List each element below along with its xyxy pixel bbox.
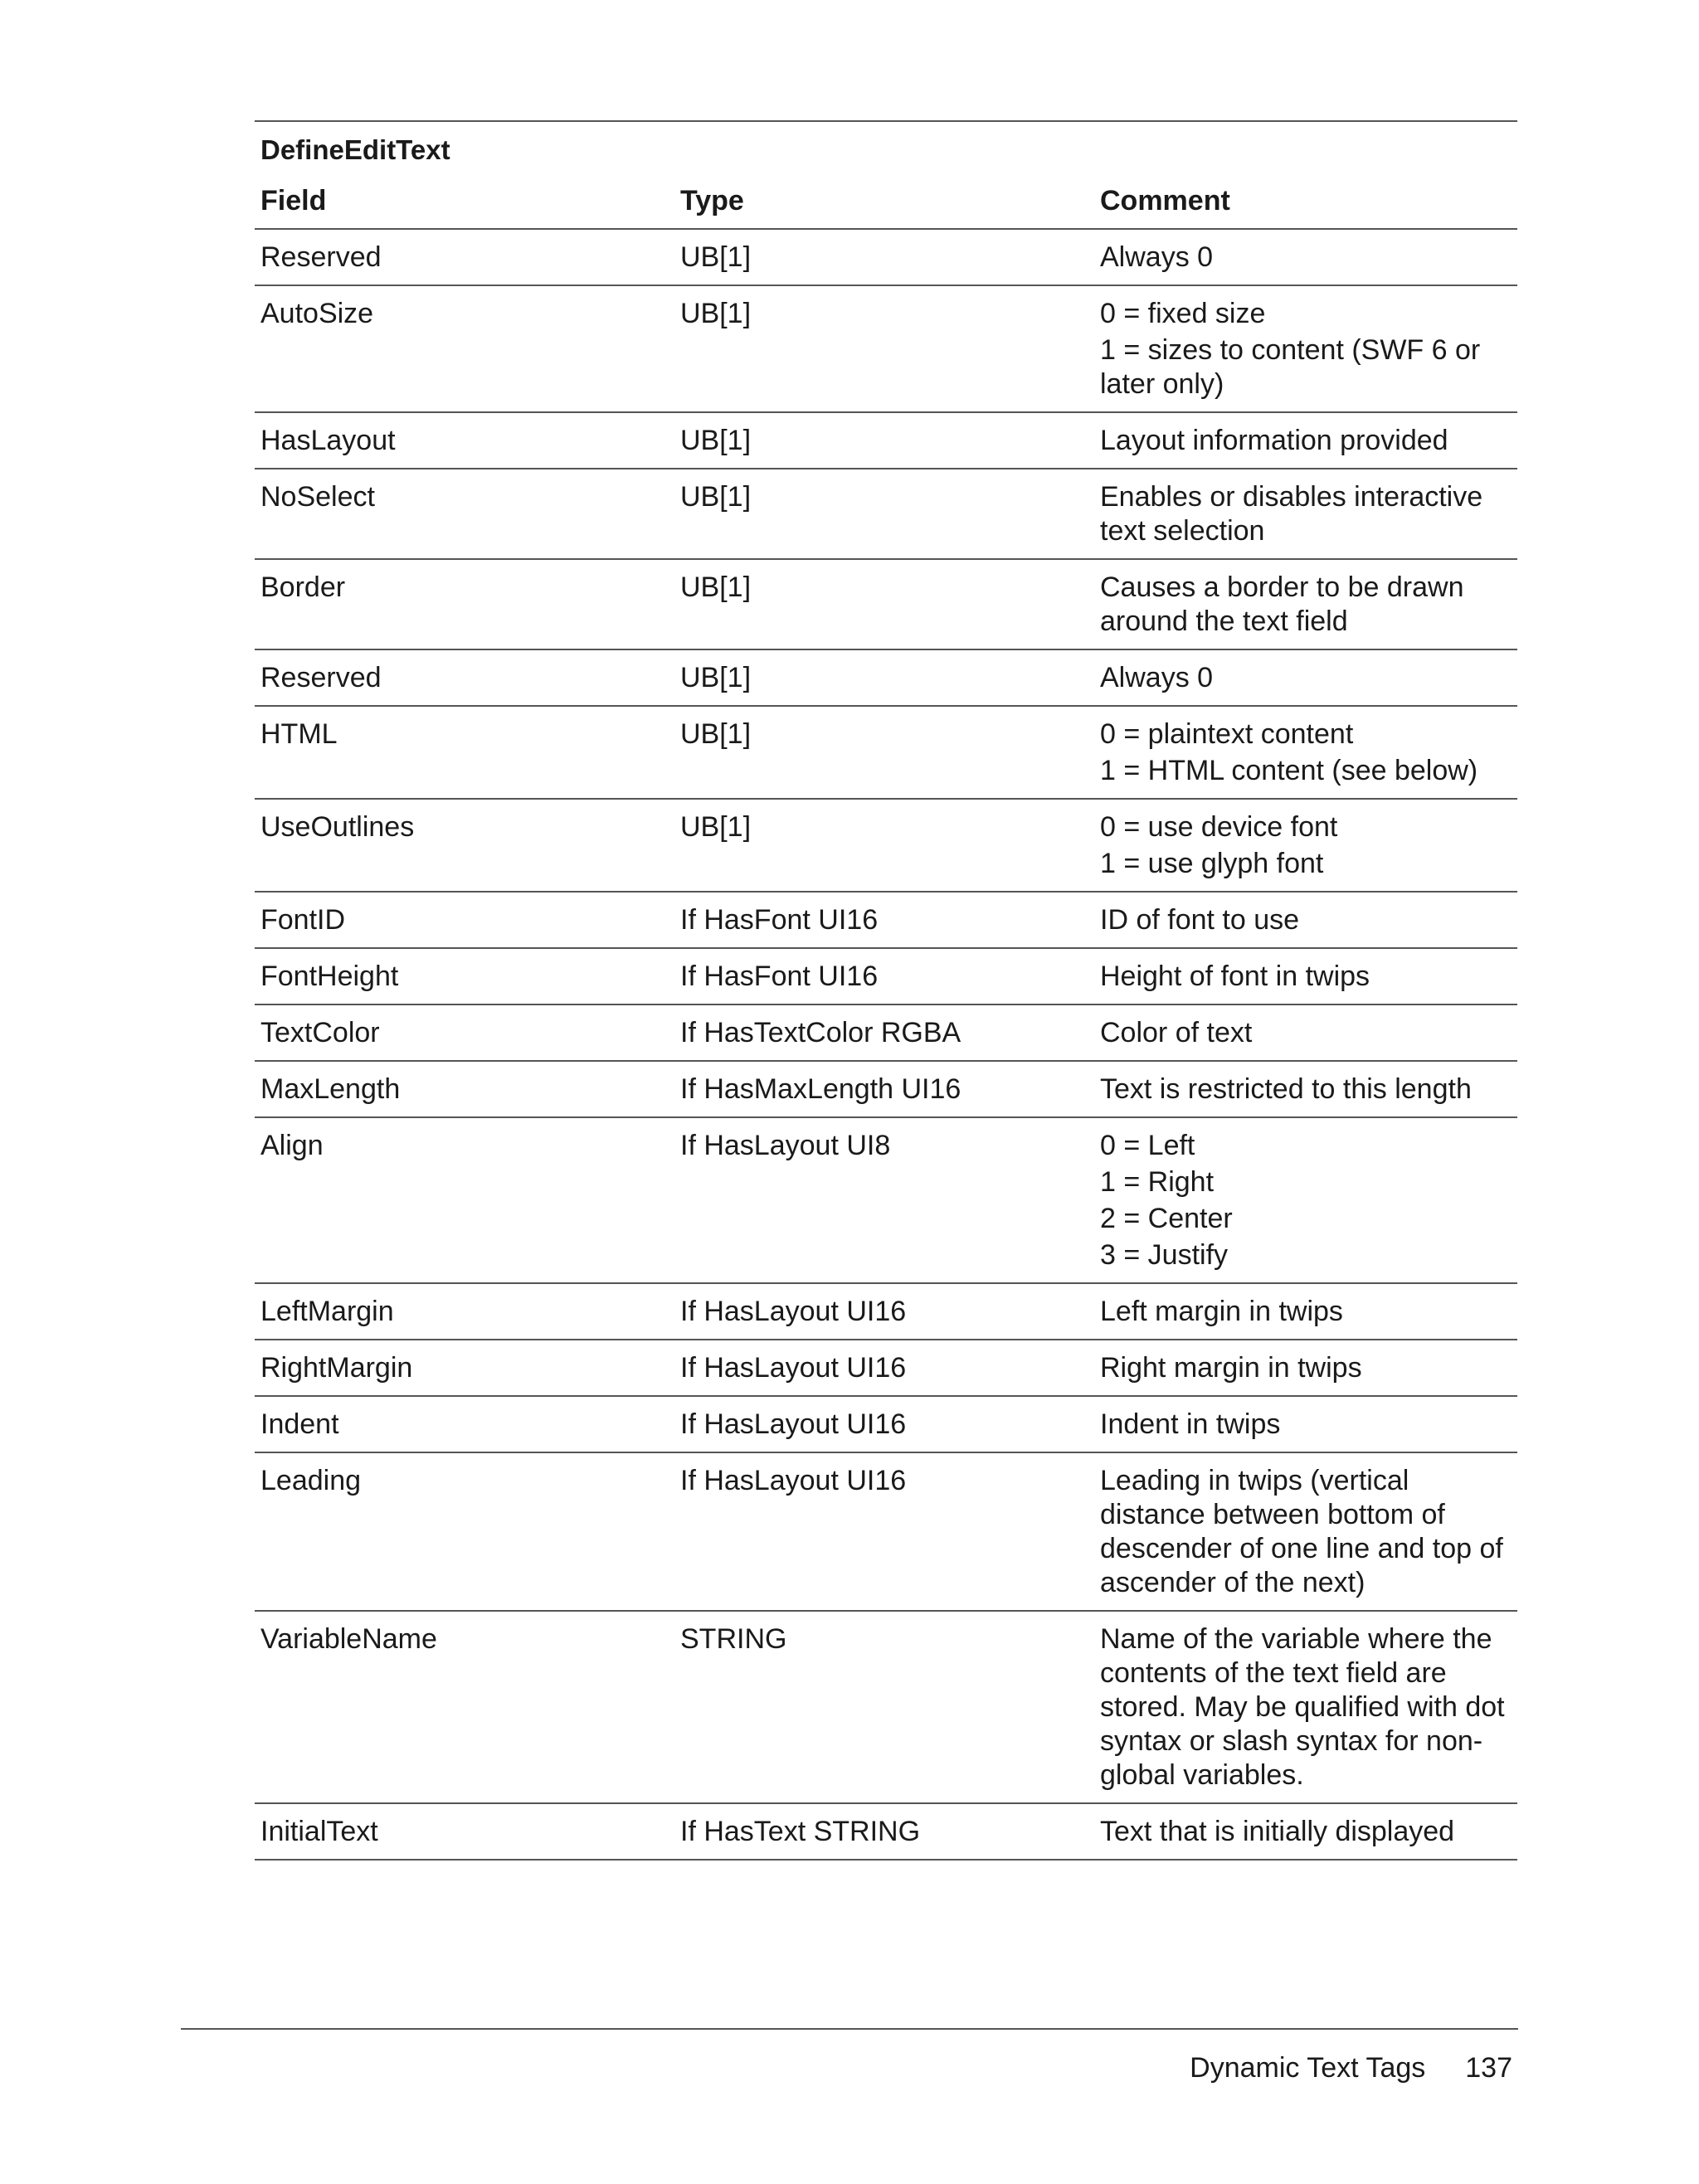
cell-type: UB[1] bbox=[680, 298, 752, 329]
table-row bbox=[255, 230, 1517, 286]
table-row bbox=[255, 1118, 1517, 1284]
comment-line: Enables or disables interactive text selection bbox=[1100, 481, 1483, 547]
header-field: Field bbox=[260, 185, 327, 216]
cell-field: VariableName bbox=[260, 1623, 437, 1655]
cell-field: Align bbox=[260, 1130, 324, 1161]
cell-type: UB[1] bbox=[680, 572, 752, 603]
cell-field: TextColor bbox=[260, 1017, 380, 1048]
cell-comment bbox=[1094, 1284, 1517, 1339]
table-row bbox=[255, 1005, 1517, 1062]
header-type: Type bbox=[680, 185, 744, 216]
cell-comment bbox=[1094, 949, 1517, 1004]
cell-type: UB[1] bbox=[680, 241, 752, 273]
cell-comment bbox=[1094, 560, 1517, 649]
cell-type: If HasMaxLength UI16 bbox=[680, 1073, 961, 1105]
cell-comment bbox=[1094, 286, 1517, 411]
table-row bbox=[255, 1340, 1517, 1397]
cell-field: HTML bbox=[260, 718, 338, 750]
cell-type: If HasFont UI16 bbox=[680, 961, 879, 992]
table-row bbox=[255, 1612, 1517, 1804]
cell-comment bbox=[1094, 893, 1517, 947]
cell-type: If HasTextColor RGBA bbox=[680, 1017, 961, 1048]
cell-comment bbox=[1094, 1612, 1517, 1802]
comment-line: Always 0 bbox=[1100, 662, 1214, 693]
footer-divider bbox=[181, 2028, 1518, 2030]
cell-type: UB[1] bbox=[680, 481, 752, 513]
page-number: 137 bbox=[1465, 2052, 1512, 2084]
table-row bbox=[255, 469, 1517, 560]
cell-comment bbox=[1094, 1005, 1517, 1060]
cell-field: Leading bbox=[260, 1465, 362, 1496]
comment-line: Name of the variable where the contents of the text field are stored. May be qualified with dot syntax or slash syntax for non-global variables. bbox=[1100, 1623, 1505, 1791]
comment-line: 0 = use device font bbox=[1100, 811, 1338, 843]
cell-comment bbox=[1094, 1397, 1517, 1452]
comment-line: Text is restricted to this length bbox=[1100, 1073, 1472, 1105]
cell-comment bbox=[1094, 800, 1517, 891]
comment-line: 1 = Right bbox=[1100, 1166, 1215, 1198]
table-body bbox=[255, 230, 1517, 1861]
cell-field: RightMargin bbox=[260, 1352, 413, 1384]
table-row bbox=[255, 707, 1517, 800]
cell-field: FontID bbox=[260, 904, 346, 936]
comment-line: 3 = Justify bbox=[1100, 1239, 1229, 1271]
cell-type: If HasLayout UI16 bbox=[680, 1465, 907, 1496]
table-row bbox=[255, 1062, 1517, 1118]
cell-field: UseOutlines bbox=[260, 811, 415, 843]
comment-line: 0 = plaintext content bbox=[1100, 718, 1354, 750]
cell-type: UB[1] bbox=[680, 425, 752, 456]
cell-field: Border bbox=[260, 572, 346, 603]
table-row bbox=[255, 800, 1517, 893]
cell-comment bbox=[1094, 413, 1517, 468]
cell-comment bbox=[1094, 650, 1517, 705]
comment-line: Left margin in twips bbox=[1100, 1296, 1343, 1327]
comment-line: 0 = Left bbox=[1100, 1130, 1195, 1161]
cell-comment bbox=[1094, 1804, 1517, 1859]
comment-line: Right margin in twips bbox=[1100, 1352, 1362, 1384]
define-edit-text-table bbox=[255, 120, 1517, 1861]
comment-line: Always 0 bbox=[1100, 241, 1214, 273]
cell-type: UB[1] bbox=[680, 718, 752, 750]
comment-line: 1 = sizes to content (SWF 6 or later only) bbox=[1100, 334, 1481, 400]
table-row bbox=[255, 1397, 1517, 1453]
cell-comment bbox=[1094, 230, 1517, 285]
cell-comment bbox=[1094, 1118, 1517, 1282]
table-title: DefineEditText bbox=[260, 134, 450, 165]
comment-line: 0 = fixed size bbox=[1100, 298, 1266, 329]
cell-type: UB[1] bbox=[680, 662, 752, 693]
cell-field: MaxLength bbox=[260, 1073, 401, 1105]
header-comment: Comment bbox=[1100, 185, 1230, 216]
comment-line: Layout information provided bbox=[1100, 425, 1448, 456]
table-header-row bbox=[255, 173, 1517, 230]
cell-field: LeftMargin bbox=[260, 1296, 394, 1327]
table-row bbox=[255, 413, 1517, 469]
cell-comment bbox=[1094, 707, 1517, 798]
cell-field: Indent bbox=[260, 1408, 339, 1440]
comment-line: Height of font in twips bbox=[1100, 961, 1370, 992]
comment-line: Text that is initially displayed bbox=[1100, 1816, 1455, 1847]
cell-comment bbox=[1094, 1062, 1517, 1116]
table-row bbox=[255, 286, 1517, 413]
comment-line: Leading in twips (vertical distance between bottom of descender of one line and top of ascender of the next) bbox=[1100, 1465, 1503, 1598]
cell-field: Reserved bbox=[260, 241, 382, 273]
cell-type: If HasLayout UI16 bbox=[680, 1352, 907, 1384]
cell-field: NoSelect bbox=[260, 481, 375, 513]
table-row bbox=[255, 893, 1517, 949]
cell-type: If HasLayout UI16 bbox=[680, 1296, 907, 1327]
comment-line: 1 = use glyph font bbox=[1100, 848, 1324, 879]
cell-comment bbox=[1094, 469, 1517, 558]
table-row bbox=[255, 949, 1517, 1005]
cell-field: Reserved bbox=[260, 662, 382, 693]
table-row bbox=[255, 1284, 1517, 1340]
cell-field: InitialText bbox=[260, 1816, 378, 1847]
comment-line: Causes a border to be drawn around the text field bbox=[1100, 572, 1464, 637]
cell-type: UB[1] bbox=[680, 811, 752, 843]
page-footer bbox=[1190, 2051, 1512, 2084]
table-row bbox=[255, 1453, 1517, 1612]
cell-comment bbox=[1094, 1340, 1517, 1395]
cell-type: If HasLayout UI16 bbox=[680, 1408, 907, 1440]
cell-type: STRING bbox=[680, 1623, 787, 1655]
table-row bbox=[255, 560, 1517, 650]
comment-line: 1 = HTML content (see below) bbox=[1100, 755, 1478, 786]
cell-field: FontHeight bbox=[260, 961, 399, 992]
cell-type: If HasLayout UI8 bbox=[680, 1130, 891, 1161]
footer-section-title: Dynamic Text Tags bbox=[1190, 2052, 1426, 2084]
cell-comment bbox=[1094, 1453, 1517, 1610]
comment-line: 2 = Center bbox=[1100, 1203, 1233, 1234]
cell-type: If HasFont UI16 bbox=[680, 904, 879, 936]
table-row bbox=[255, 1804, 1517, 1861]
comment-line: Color of text bbox=[1100, 1017, 1253, 1048]
cell-type: If HasText STRING bbox=[680, 1816, 921, 1847]
cell-field: AutoSize bbox=[260, 298, 374, 329]
cell-field: HasLayout bbox=[260, 425, 396, 456]
comment-line: ID of font to use bbox=[1100, 904, 1300, 936]
table-row bbox=[255, 650, 1517, 707]
comment-line: Indent in twips bbox=[1100, 1408, 1281, 1440]
